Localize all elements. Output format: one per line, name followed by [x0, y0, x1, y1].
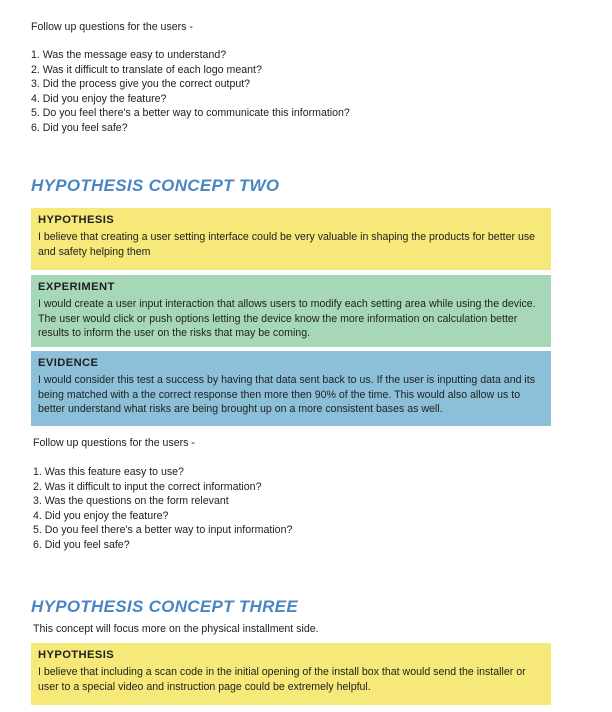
- heading-concept-three: HYPOTHESIS CONCEPT THREE: [31, 597, 298, 616]
- followup-intro-2: Follow up questions for the users -: [33, 437, 195, 449]
- hypothesis-body: I believe that creating a user setting interface could be very valuable in shaping the products for better use and safety helping them: [38, 231, 536, 258]
- list-item: 4. Did you enjoy the feature?: [33, 509, 169, 522]
- list-item: 2. Was it difficult to input the correct information?: [33, 480, 262, 493]
- list-item: 4. Did you enjoy the feature?: [31, 92, 167, 105]
- list-item: 3. Was the questions on the form relevant: [33, 495, 229, 508]
- evidence-box: [31, 351, 551, 426]
- heading-concept-two: HYPOTHESIS CONCEPT TWO: [31, 176, 280, 195]
- followup-questions-1: [31, 48, 350, 136]
- hypothesis-title: HYPOTHESIS: [38, 214, 115, 226]
- hypothesis-body: I believe that including a scan code in the initial opening of the install box that would send the installer or user to a special video and instruction page could be extremely helpful.: [38, 666, 526, 693]
- list-item: 6. Did you feel safe?: [33, 538, 130, 551]
- list-item: 1. Was the message easy to understand?: [31, 49, 227, 61]
- hypothesis-title: HYPOTHESIS: [38, 649, 115, 661]
- list-item: 1. Was this feature easy to use?: [33, 466, 184, 478]
- list-item: 3. Did the process give you the correct output?: [31, 78, 251, 91]
- experiment-box: [31, 275, 551, 347]
- list-item: 6. Did you feel safe?: [31, 121, 128, 134]
- evidence-title: EVIDENCE: [38, 357, 99, 369]
- list-item: 5. Do you feel there's a better way to input information?: [33, 524, 293, 537]
- experiment-title: EXPERIMENT: [38, 281, 115, 293]
- concept-three-intro: This concept will focus more on the physical installment side.: [33, 623, 319, 635]
- list-item: 2. Was it difficult to translate of each logo meant?: [31, 63, 262, 76]
- followup-intro-1: Follow up questions for the users -: [31, 21, 193, 33]
- list-item: 5. Do you feel there's a better way to communicate this information?: [31, 107, 350, 120]
- evidence-body: I would consider this test a success by having that data sent back to us. If the user is inputting data and its being matched with a the correct response then more then 90% of the time. This would also allow us to better understand what risks are being brought up on a more consistent bases as well.: [38, 374, 536, 416]
- experiment-body: I would create a user input interaction that allows users to modify each setting area while using the device. The user would click or push options letting the device know the more information on calculation better results to inform the user on the risks that may be coming.: [38, 298, 536, 340]
- hypothesis-box-three: [31, 643, 551, 705]
- followup-questions-2: [33, 465, 292, 553]
- hypothesis-box: [31, 208, 551, 270]
